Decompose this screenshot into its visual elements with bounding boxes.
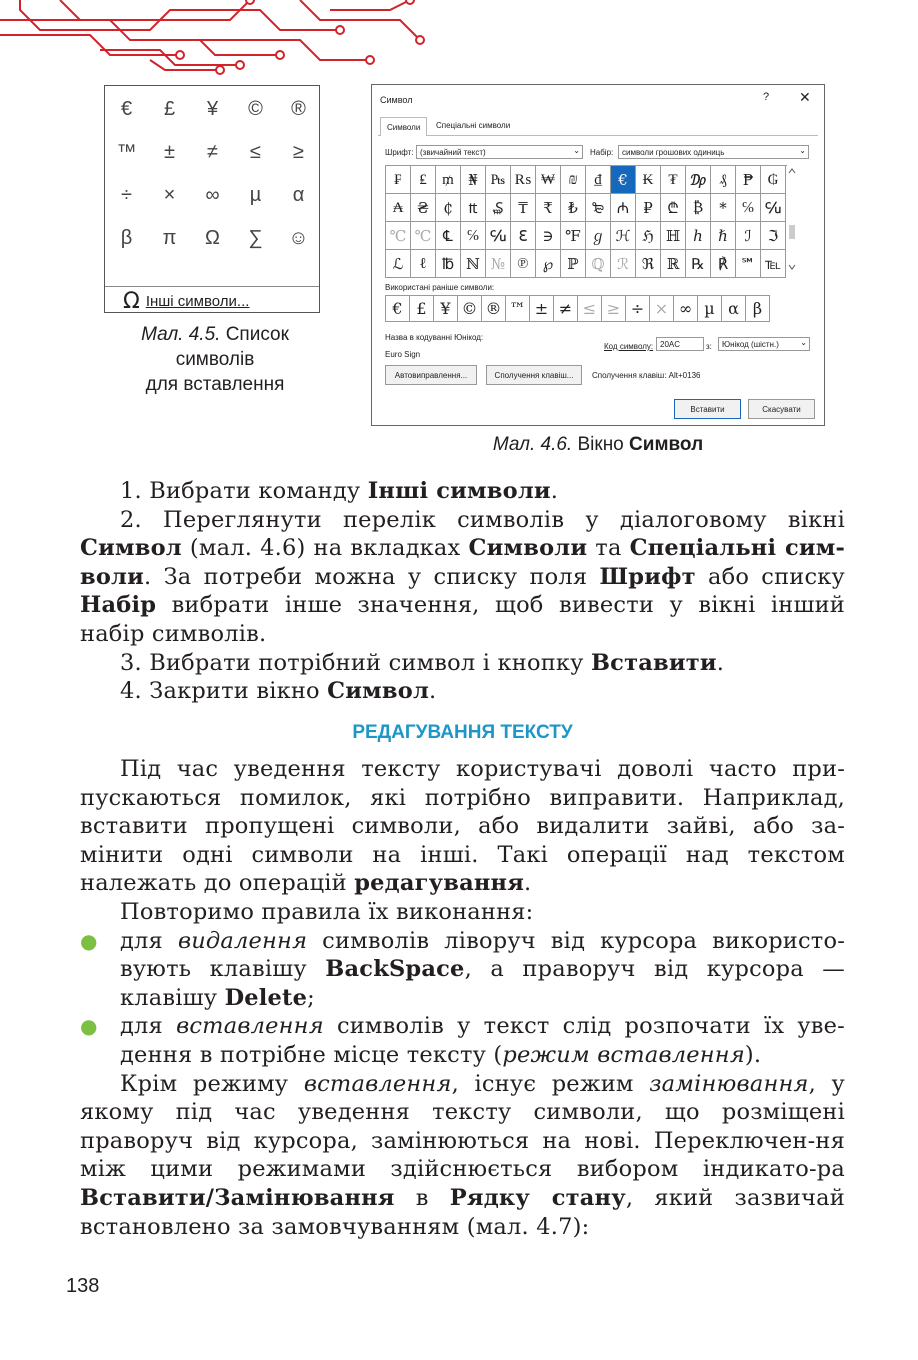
button-label: Скасувати	[762, 404, 801, 414]
char-cell[interactable]: *	[711, 194, 736, 222]
unicode-name-label: Назва в кодуванні Юнікод:	[385, 333, 484, 342]
char-cell[interactable]: ℎ	[686, 222, 711, 250]
step-bold: Шрифт	[599, 563, 696, 590]
char-cell[interactable]: ₯	[686, 166, 711, 194]
caption-bold: Символ	[629, 434, 704, 455]
step-2	[80, 506, 845, 649]
from-select[interactable]	[718, 337, 810, 351]
step-text: або списку	[707, 563, 845, 590]
symbol-cell[interactable]: µ	[249, 184, 262, 206]
caption-text: для вставлення	[145, 374, 285, 395]
paragraph-end: .	[524, 870, 532, 897]
step-text: та	[595, 535, 622, 562]
paragraph-text: , у якому під час уведення тексту символи, що розміщені праворуч від курсора, замінюються на нові. Переключен-ня між цими режимами здійснюється вибором індикато-ра	[80, 1070, 845, 1183]
char-cell[interactable]: €	[611, 166, 636, 194]
chevron-down-icon: ⌄	[799, 146, 806, 155]
grid-scrollbar[interactable]	[786, 165, 798, 277]
bullet-item	[80, 1012, 845, 1069]
recent-char-cell[interactable]: ±	[530, 296, 554, 322]
step-text: вибрати інше значення, щоб вивести у вікні інший набір символів.	[80, 592, 846, 647]
bullet-text: для	[120, 1013, 163, 1040]
bullet-text: ).	[744, 1041, 762, 1068]
char-cell[interactable]: ℉	[561, 222, 586, 250]
char-cell[interactable]: ₻	[586, 194, 611, 222]
step-end: .	[716, 649, 725, 676]
char-cell[interactable]: ℞	[686, 250, 711, 278]
char-cell[interactable]: ₲	[761, 166, 786, 194]
paragraph-text: Під час уведення тексту користувачі доволі часто при-пускаються помилок, які потрібно виправити. Наприклад, вставити пропущені символи, або видалити зайві, або за-мінити одні символи на інші. Такі операції над текстом належать до операцій	[80, 756, 845, 897]
step-bold: Набір	[80, 592, 157, 619]
char-cell[interactable]: ℍ	[661, 222, 686, 250]
symbol-cell[interactable]: Ω	[205, 227, 220, 249]
step-text: Вибрати команду	[149, 478, 361, 504]
step-number: 1.	[120, 478, 142, 504]
paragraph	[80, 755, 845, 898]
italic-term: замінювання	[649, 1070, 809, 1097]
bold-term: BackSpace	[325, 956, 465, 983]
char-cell[interactable]: ₧	[486, 166, 511, 194]
char-cell[interactable]: ∋	[536, 222, 561, 250]
symbol-list-panel	[104, 85, 320, 313]
recent-char-cell[interactable]: ™	[506, 296, 530, 322]
omega-icon: Ω	[123, 288, 140, 314]
recent-char-cell[interactable]: €	[386, 296, 410, 322]
symbol-grid	[105, 86, 319, 260]
char-cell[interactable]: ₹	[536, 194, 561, 222]
char-cell[interactable]: ℑ	[761, 222, 786, 250]
char-cell[interactable]: ℆	[761, 194, 786, 222]
char-cell[interactable]: ℝ	[661, 250, 686, 278]
char-cell[interactable]: ₦	[461, 166, 486, 194]
code-input[interactable]	[656, 337, 704, 351]
chevron-down-icon: ⌄	[573, 146, 580, 155]
step-text: (мал. 4.6) на вкладках	[189, 535, 461, 562]
char-cell[interactable]: ℃	[386, 222, 411, 250]
recent-char-cell[interactable]: ©	[458, 296, 482, 322]
char-cell[interactable]: ₸	[511, 194, 536, 222]
italic-term: режим вставлення	[502, 1041, 745, 1068]
symbol-cell[interactable]: ∞	[205, 184, 220, 206]
step-3	[80, 649, 845, 678]
char-cell[interactable]: ₥	[436, 166, 461, 194]
char-cell[interactable]: ℆	[486, 222, 511, 250]
step-text: Переглянути перелік символів у діалоговому вікні	[163, 506, 845, 533]
bold-term: Рядку стану	[449, 1184, 626, 1211]
step-bold: Інші символи	[367, 478, 551, 504]
char-cell[interactable]: ℌ	[636, 222, 661, 250]
body-text	[80, 755, 845, 1241]
tab-label: Спеціальні символи	[436, 121, 511, 130]
char-cell[interactable]: ℐ	[736, 222, 761, 250]
symbol-cell[interactable]: α	[292, 184, 305, 206]
recent-symbols-label: Використані раніше символи:	[385, 283, 495, 292]
paragraph-text: в	[415, 1184, 429, 1211]
step-bold: Спеціальні сим-воли	[80, 535, 846, 590]
from-value: Юнікод (шістн.)	[722, 339, 779, 349]
recent-char-cell[interactable]: £	[410, 296, 434, 322]
bullet-text: ;	[307, 984, 315, 1011]
subset-label: Набір:	[590, 148, 614, 157]
char-cell[interactable]: ₶	[461, 194, 486, 222]
bullet-text: , а праворуч від курсора — клавішу	[120, 956, 845, 1011]
bullet-dot-icon: ●	[80, 928, 98, 953]
page-number: 138	[66, 1275, 100, 1297]
step-1	[80, 477, 845, 506]
char-cell[interactable]: ℒ	[386, 250, 411, 278]
code-value: 20AC	[660, 339, 681, 349]
char-cell[interactable]: ℋ	[611, 222, 636, 250]
char-cell[interactable]: ₽	[636, 194, 661, 222]
circuit-decoration	[0, 0, 430, 75]
tab-divider	[378, 135, 818, 136]
char-cell[interactable]: ℟	[711, 250, 736, 278]
symbol-cell[interactable]: £	[163, 98, 176, 120]
caption-number: Мал. 4.6.	[492, 434, 573, 455]
italic-term: вставлення	[303, 1070, 452, 1097]
bold-term: Delete	[224, 984, 308, 1011]
char-cell[interactable]: ℚ	[586, 250, 611, 278]
bullet-text: символів у текст слід розпочати їх уве-дення в потрібне місце тексту (	[120, 1013, 845, 1068]
step-text: Вибрати потрібний символ і кнопку	[149, 649, 584, 676]
char-cell[interactable]: ₵	[436, 194, 461, 222]
step-end: .	[550, 478, 559, 504]
recent-char-cell[interactable]: ×	[650, 296, 674, 322]
cancel-button[interactable]	[748, 399, 815, 419]
step-4	[80, 677, 845, 706]
step-number: 4.	[120, 678, 142, 705]
char-cell[interactable]: ℛ	[611, 250, 636, 278]
shortcut-key-text: Сполучення клавіш: Alt+0136	[592, 371, 701, 380]
char-cell[interactable]: ℊ	[586, 222, 611, 250]
paragraph-text: , існує режим	[451, 1070, 634, 1097]
char-cell[interactable]: ℕ	[461, 250, 486, 278]
symbol-cell[interactable]: ∑	[248, 227, 263, 249]
symbol-cell[interactable]: €	[120, 98, 133, 120]
symbol-cell[interactable]: β	[120, 227, 133, 249]
paragraph: Повторимо правила їх виконання:	[120, 898, 534, 925]
char-cell[interactable]: ℏ	[711, 222, 736, 250]
recent-char-cell[interactable]: µ	[698, 296, 722, 322]
tab-symbols[interactable]	[380, 117, 427, 136]
recent-char-cell[interactable]: ®	[482, 296, 506, 322]
bold-term: редагування	[354, 870, 525, 897]
bullet-text: символів ліворуч від курсора використо-вують клавішу	[120, 927, 846, 983]
char-cell[interactable]: ℇ	[511, 222, 536, 250]
char-cell[interactable]: ₪	[561, 166, 586, 194]
char-cell[interactable]: ℓ	[411, 250, 436, 278]
step-number: 3.	[120, 649, 142, 676]
char-cell[interactable]: ℅	[736, 194, 761, 222]
char-cell[interactable]: ₴	[411, 194, 436, 222]
unicode-name-value: Euro Sign	[385, 350, 421, 359]
section-heading: РЕДАГУВАННЯ ТЕКСТУ	[352, 722, 573, 743]
char-cell[interactable]: ₾	[661, 194, 686, 222]
from-label: з:	[706, 342, 712, 351]
char-cell[interactable]: ℘	[536, 250, 561, 278]
caption-text: Список	[225, 324, 289, 345]
step-bold: Символ	[327, 678, 430, 705]
italic-term: видалення	[177, 927, 308, 954]
dialog-title: Символ	[380, 95, 413, 105]
bullet-text: для	[120, 927, 163, 954]
char-cell[interactable]: ₩	[536, 166, 561, 194]
recent-char-cell[interactable]: ≤	[578, 296, 602, 322]
caption-number: Мал. 4.5.	[141, 324, 221, 345]
symbol-cell[interactable]: ☺	[288, 227, 309, 249]
scroll-down-icon	[789, 265, 795, 269]
char-cell[interactable]: ℄	[436, 222, 461, 250]
char-cell[interactable]: ℅	[461, 222, 486, 250]
symbol-cell[interactable]: ÷	[121, 184, 132, 206]
symbol-dialog	[371, 84, 825, 426]
symbol-cell[interactable]: ≠	[207, 141, 218, 163]
autocorrect-button[interactable]	[385, 365, 477, 385]
symbol-cell[interactable]: ×	[163, 184, 176, 206]
help-button[interactable]: ?	[763, 91, 770, 103]
symbol-cell[interactable]: ®	[291, 98, 306, 120]
font-value: (звичайний текст)	[420, 147, 486, 157]
tab-special-characters[interactable]	[436, 121, 510, 130]
char-cell[interactable]: ₺	[561, 194, 586, 222]
italic-term: вставлення	[176, 1013, 324, 1040]
recent-char-cell[interactable]: ÷	[626, 296, 650, 322]
scroll-up-icon	[789, 169, 795, 173]
char-cell[interactable]: ℡	[761, 250, 786, 278]
recent-symbols-grid	[385, 295, 770, 322]
bold-term: Вставити/Замінювання	[80, 1184, 395, 1211]
symbol-cell[interactable]: ≤	[250, 141, 261, 163]
symbol-cell[interactable]: ™	[116, 141, 137, 163]
recent-char-cell[interactable]: ≠	[554, 296, 578, 322]
button-label: Сполучення клавіш...	[494, 370, 574, 380]
symbol-cell[interactable]: ¥	[206, 98, 219, 120]
step-number: 2.	[120, 506, 142, 533]
symbol-cell[interactable]: ±	[164, 141, 175, 163]
more-symbols-label: Інші символи...	[145, 292, 250, 310]
character-grid	[385, 165, 787, 278]
font-select[interactable]	[416, 145, 583, 159]
char-cell[interactable]: ₰	[711, 166, 736, 194]
char-cell[interactable]: ₫	[586, 166, 611, 194]
char-cell[interactable]: ℜ	[636, 250, 661, 278]
recent-char-cell[interactable]: ¥	[434, 296, 458, 322]
button-label: Автовиправлення...	[394, 370, 468, 380]
shortcut-key-button[interactable]	[486, 365, 582, 385]
char-cell[interactable]: ℔	[436, 250, 461, 278]
caption-text: Вікно	[577, 434, 624, 455]
button-label: Вставити	[690, 404, 725, 414]
char-cell[interactable]: ₷	[486, 194, 511, 222]
char-cell[interactable]: ₭	[636, 166, 661, 194]
recent-char-cell[interactable]: β	[746, 296, 770, 322]
step-text: Закрити вікно	[149, 678, 320, 705]
font-label: Шрифт:	[385, 148, 414, 157]
paragraph	[80, 1070, 845, 1242]
close-button[interactable]: ✕	[799, 89, 811, 105]
subset-select[interactable]	[618, 145, 809, 159]
steps-block	[80, 477, 845, 706]
step-bold: Символи	[468, 535, 588, 562]
subset-value: символи грошових одиниць	[622, 147, 725, 157]
step-end: .	[429, 678, 437, 705]
more-symbols-button[interactable]	[105, 286, 319, 315]
paragraph-text: , який зазвичай встановлено за замовчуванням (мал. 4.7):	[80, 1184, 845, 1240]
symbol-cell[interactable]: ≥	[293, 141, 304, 163]
tab-label: Символи	[387, 122, 421, 132]
char-cell[interactable]: ℙ	[561, 250, 586, 278]
recent-char-cell[interactable]: α	[722, 296, 746, 322]
char-cell[interactable]: ₼	[611, 194, 636, 222]
insert-button[interactable]	[674, 399, 741, 419]
recent-char-cell[interactable]: ≥	[602, 296, 626, 322]
char-cell[interactable]: ₨	[511, 166, 536, 194]
char-cell[interactable]: №	[486, 250, 511, 278]
step-bold: Вставити	[590, 649, 717, 676]
step-bold: Символ	[80, 535, 182, 562]
char-cell[interactable]: ℠	[736, 250, 761, 278]
paragraph-text: Крім режиму	[120, 1070, 289, 1097]
bullet-dot-icon: ●	[80, 1014, 98, 1039]
recent-char-cell[interactable]: ∞	[674, 296, 698, 322]
char-cell[interactable]: ₤	[411, 166, 436, 194]
char-cell[interactable]: ₣	[386, 166, 411, 194]
char-cell[interactable]: ℗	[511, 250, 536, 278]
char-cell[interactable]: ℃	[411, 222, 436, 250]
chevron-down-icon: ⌄	[800, 338, 807, 347]
char-cell[interactable]: ₿	[686, 194, 711, 222]
symbol-cell[interactable]: π	[162, 227, 177, 249]
code-label: Код символу:	[604, 342, 654, 351]
char-cell[interactable]: ₮	[661, 166, 686, 194]
char-cell[interactable]: ₳	[386, 194, 411, 222]
figure-caption-4-5	[104, 322, 326, 397]
step-text: . За потреби можна у списку поля	[144, 563, 588, 590]
figure-caption-4-6	[380, 434, 816, 456]
bullet-item	[80, 927, 845, 1013]
scroll-thumb	[789, 225, 795, 239]
caption-text: символів	[175, 349, 255, 370]
char-cell[interactable]: ₱	[736, 166, 761, 194]
symbol-cell[interactable]: ©	[248, 98, 263, 120]
